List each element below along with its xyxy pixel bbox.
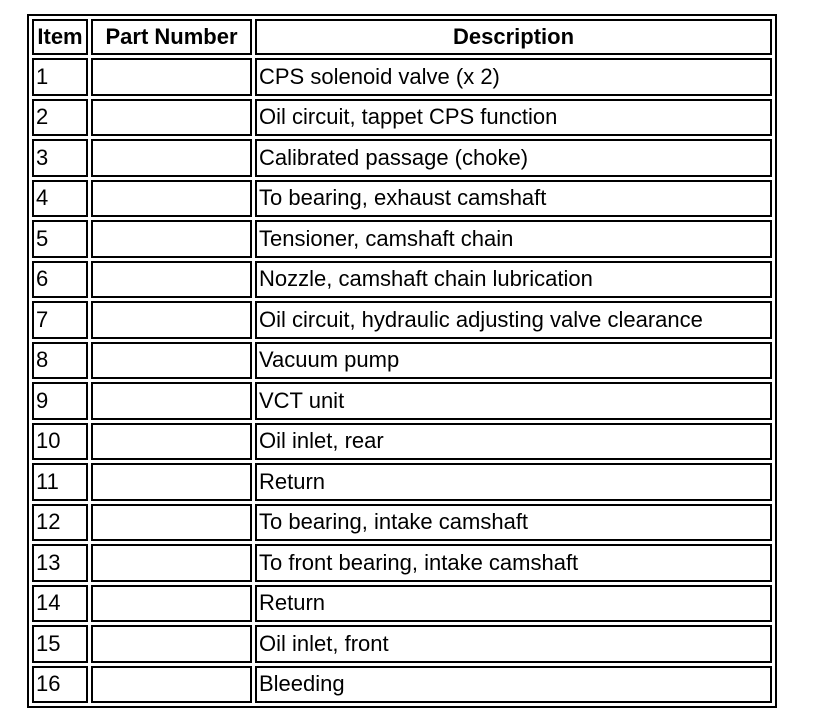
table-row <box>32 58 772 96</box>
part-number-cell <box>91 220 252 258</box>
part-number-cell <box>91 585 252 623</box>
description-cell: CPS solenoid valve (x 2) <box>255 58 772 96</box>
item-cell: 3 <box>32 139 88 177</box>
description-cell: VCT unit <box>255 382 772 420</box>
table-row <box>32 544 772 582</box>
item-cell: 6 <box>32 261 88 299</box>
description-cell: To bearing, exhaust camshaft <box>255 180 772 218</box>
table-row <box>32 423 772 461</box>
table-row <box>32 220 772 258</box>
description-cell: Oil circuit, hydraulic adjusting valve clearance <box>255 301 772 339</box>
item-cell: 7 <box>32 301 88 339</box>
item-cell: 4 <box>32 180 88 218</box>
header-part-number: Part Number <box>91 19 252 55</box>
item-cell: 13 <box>32 544 88 582</box>
description-cell: To front bearing, intake camshaft <box>255 544 772 582</box>
table-row <box>32 625 772 663</box>
description-cell: Nozzle, camshaft chain lubrication <box>255 261 772 299</box>
item-cell: 1 <box>32 58 88 96</box>
description-cell: Calibrated passage (choke) <box>255 139 772 177</box>
part-number-cell <box>91 139 252 177</box>
table-body <box>32 58 772 703</box>
part-number-cell <box>91 261 252 299</box>
table-row <box>32 261 772 299</box>
item-cell: 2 <box>32 99 88 137</box>
part-number-cell <box>91 99 252 137</box>
description-cell: Vacuum pump <box>255 342 772 380</box>
description-cell: Oil inlet, rear <box>255 423 772 461</box>
part-number-cell <box>91 382 252 420</box>
table-row <box>32 585 772 623</box>
table-row <box>32 180 772 218</box>
table-row <box>32 301 772 339</box>
table-row <box>32 463 772 501</box>
parts-table <box>29 16 775 706</box>
item-cell: 15 <box>32 625 88 663</box>
part-number-cell <box>91 58 252 96</box>
description-cell: To bearing, intake camshaft <box>255 504 772 542</box>
description-cell: Bleeding <box>255 666 772 704</box>
part-number-cell <box>91 666 252 704</box>
table-row <box>32 99 772 137</box>
table-row <box>32 666 772 704</box>
part-number-cell <box>91 180 252 218</box>
item-cell: 11 <box>32 463 88 501</box>
header-item: Item <box>32 19 88 55</box>
description-cell: Tensioner, camshaft chain <box>255 220 772 258</box>
header-description: Description <box>255 19 772 55</box>
item-cell: 10 <box>32 423 88 461</box>
item-cell: 8 <box>32 342 88 380</box>
part-number-cell <box>91 544 252 582</box>
description-cell: Oil circuit, tappet CPS function <box>255 99 772 137</box>
parts-table-container <box>27 14 777 708</box>
item-cell: 5 <box>32 220 88 258</box>
description-cell: Return <box>255 463 772 501</box>
table-header-row <box>32 19 772 55</box>
table-row <box>32 342 772 380</box>
table-row <box>32 139 772 177</box>
part-number-cell <box>91 504 252 542</box>
table-row <box>32 504 772 542</box>
item-cell: 9 <box>32 382 88 420</box>
table-row <box>32 382 772 420</box>
description-cell: Oil inlet, front <box>255 625 772 663</box>
item-cell: 16 <box>32 666 88 704</box>
part-number-cell <box>91 463 252 501</box>
item-cell: 12 <box>32 504 88 542</box>
part-number-cell <box>91 342 252 380</box>
item-cell: 14 <box>32 585 88 623</box>
part-number-cell <box>91 423 252 461</box>
description-cell: Return <box>255 585 772 623</box>
part-number-cell <box>91 625 252 663</box>
part-number-cell <box>91 301 252 339</box>
